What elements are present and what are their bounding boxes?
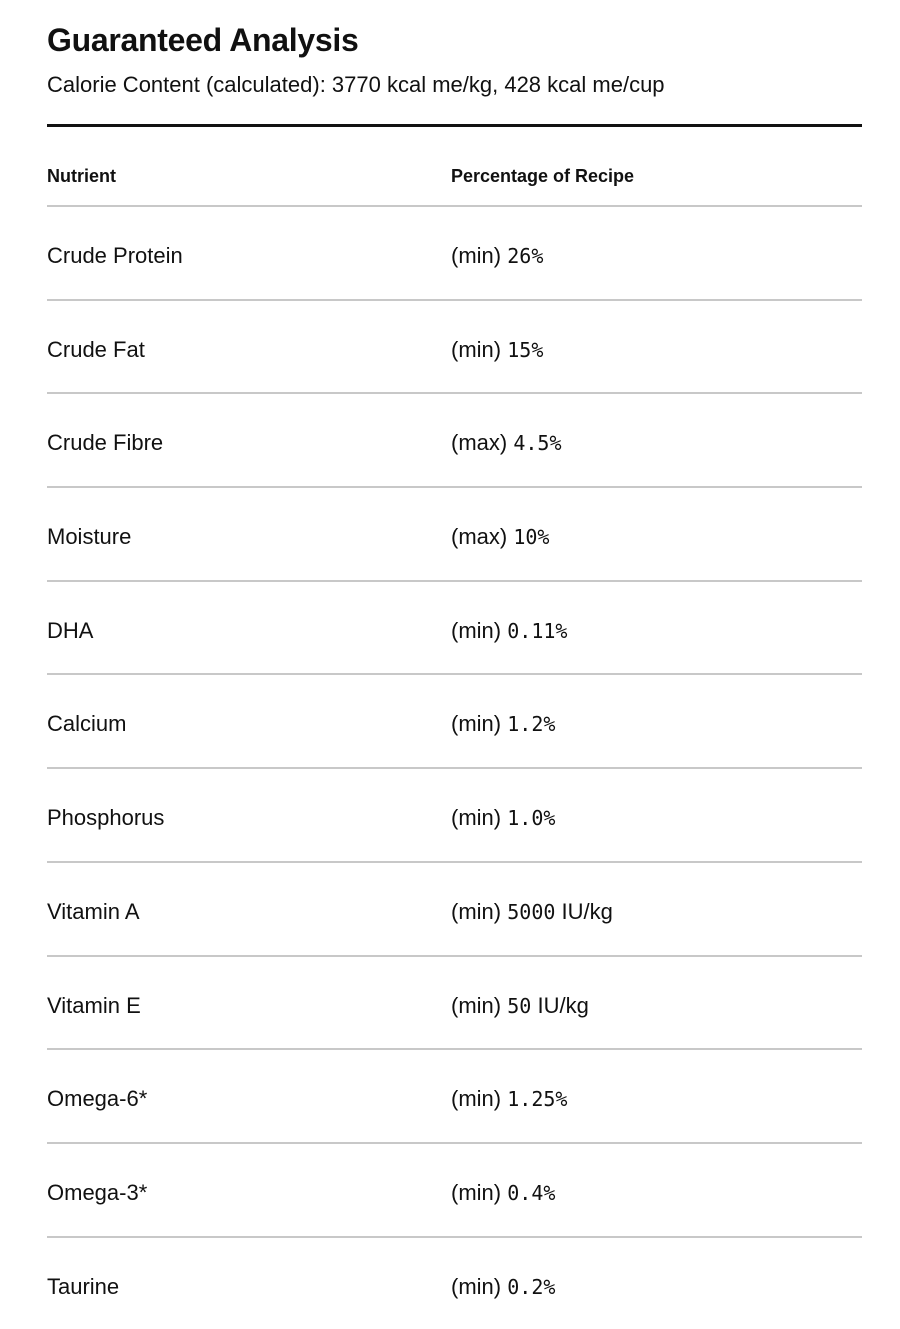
table-row [47,1236,862,1329]
value-amount: 1.2% [507,712,556,737]
table-row [47,861,862,955]
value-qualifier: (max) [451,524,508,550]
nutrient-value [451,1086,567,1112]
nutrient-value [451,805,555,831]
value-amount: 1.25% [507,1087,568,1112]
table-row [47,1048,862,1142]
value-qualifier: (min) [451,992,502,1018]
nutrient-name: Phosphorus [47,805,165,831]
nutrient-name: DHA [47,617,94,643]
value-amount: 10% [513,525,550,550]
nutrient-name: Vitamin E [47,992,141,1018]
table-row [47,673,862,767]
table-row [47,486,862,580]
value-amount: 0.2% [507,1274,556,1299]
nutrient-value [451,618,567,644]
calorie-content: Calorie Content (calculated): 3770 kcal me/kg, 428 kcal me/cup [47,72,665,97]
nutrient-name: Crude Fat [47,336,145,362]
column-header-percentage: Percentage of Recipe [451,166,635,186]
value-qualifier: (min) [451,336,502,362]
nutrient-value [451,337,543,363]
value-amount: 5000 [507,899,556,924]
nutrient-name: Moisture [47,524,132,550]
nutrient-name: Crude Protein [47,243,183,268]
nutrient-value [451,243,543,269]
nutrient-value [451,1274,555,1300]
value-qualifier: (min) [451,711,502,737]
value-qualifier: (min) [451,898,502,924]
table-row [47,205,862,299]
nutrient-value [451,993,589,1019]
nutrient-name: Taurine [47,1273,120,1299]
nutrient-table [47,205,862,1329]
nutrient-value [451,1180,555,1206]
nutrient-value [451,899,613,925]
table-row [47,1142,862,1236]
nutrient-value [451,430,562,456]
value-amount: 1.0% [507,806,556,831]
value-qualifier: (min) [451,1179,502,1205]
value-unit: IU/kg [561,898,613,924]
value-amount: 50 [507,993,532,1018]
table-row [47,767,862,861]
header-divider [47,124,862,127]
nutrient-value [451,524,549,550]
value-amount: 15% [507,337,544,362]
table-row [47,580,862,674]
value-unit: IU/kg [537,992,589,1018]
nutrient-name: Crude Fibre [47,430,164,456]
column-header-nutrient: Nutrient [47,166,116,186]
value-amount: 0.4% [507,1180,556,1205]
value-qualifier: (min) [451,1086,502,1112]
nutrient-name: Omega-6* [47,1086,148,1112]
table-header [47,160,862,196]
nutrient-name: Omega-3* [47,1179,148,1205]
value-qualifier: (min) [451,243,502,268]
value-qualifier: (max) [451,430,508,456]
nutrient-name: Vitamin A [47,898,140,924]
value-qualifier: (min) [451,805,502,831]
page-title: Guaranteed Analysis [47,22,359,58]
value-amount: 0.11% [507,618,568,643]
table-row [47,955,862,1049]
nutrient-name: Calcium [47,711,127,737]
value-qualifier: (min) [451,617,502,643]
table-row [47,392,862,486]
value-qualifier: (min) [451,1273,502,1299]
value-amount: 26% [507,244,544,268]
table-row [47,299,862,393]
value-amount: 4.5% [513,431,562,456]
nutrient-value [451,711,555,737]
